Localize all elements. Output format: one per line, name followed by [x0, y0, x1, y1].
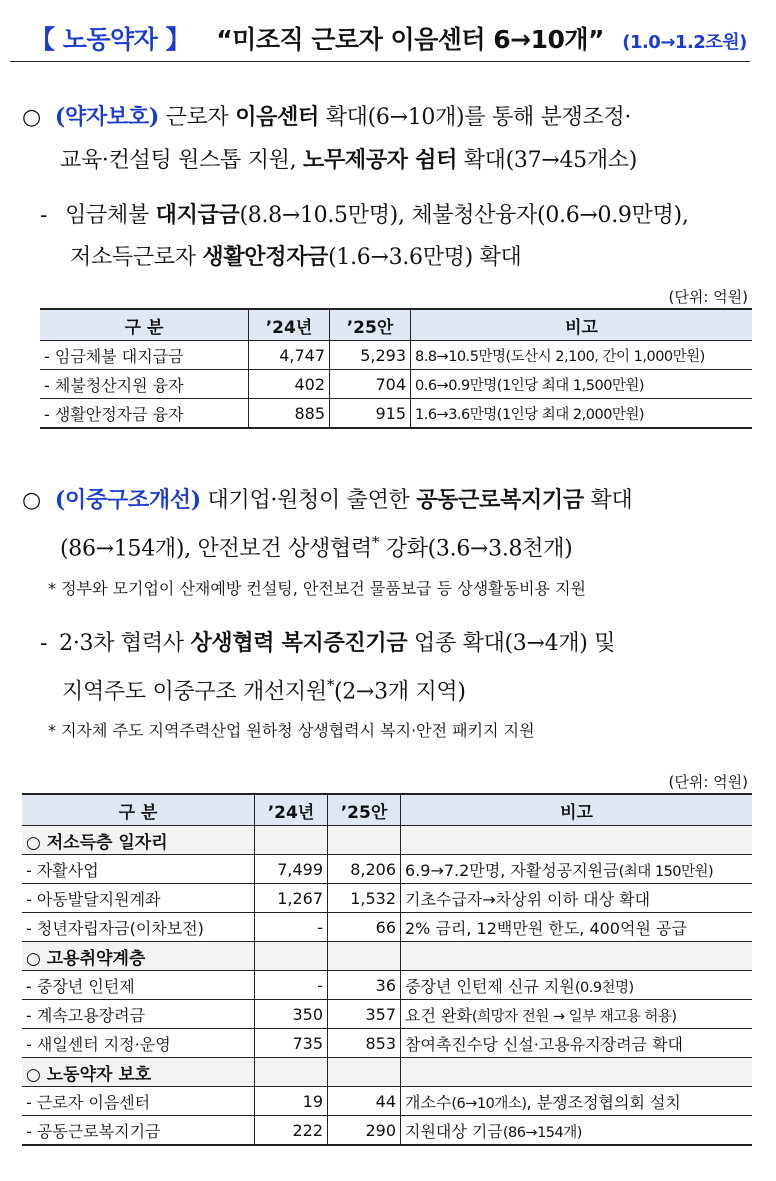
- sub-text: 2·3차 협력사: [59, 631, 191, 656]
- table1: [40, 308, 752, 429]
- col-2024: ’24년: [255, 794, 328, 826]
- sub-bold: 대지급금: [155, 202, 240, 228]
- sub-text3: 저소득근로자: [70, 245, 203, 270]
- sec2-sub2: [62, 665, 466, 712]
- sub-bold: 상생협력 복지증진기금: [190, 630, 408, 656]
- row-2024: -: [255, 913, 328, 942]
- row-name: - 계속고용장려금: [22, 1000, 255, 1029]
- col-category: 구 분: [22, 794, 255, 826]
- table-row: [40, 370, 752, 399]
- row-name: - 자활사업: [22, 855, 255, 884]
- table2-header-row: [22, 794, 752, 826]
- sec2-bold: 공동근로복지기금: [416, 487, 584, 513]
- row-name: - 청년자립자금(이차보전): [22, 913, 255, 942]
- dash: -: [40, 631, 48, 656]
- table-row: [22, 913, 752, 942]
- row-note: [401, 1116, 753, 1146]
- row-note: 8.8→10.5만명(도산시 2,100, 간이 1,000만원): [411, 341, 753, 370]
- row-2025: 853: [328, 1029, 401, 1058]
- row-name: - 새일센터 지정·운영: [22, 1029, 255, 1058]
- sec2-line1: [22, 480, 632, 521]
- row-2025: 44: [328, 1087, 401, 1116]
- row-2024: 735: [255, 1029, 328, 1058]
- table2: [22, 793, 752, 1146]
- table-row: [22, 1116, 752, 1146]
- table2-unit: (단위: 억원): [668, 773, 748, 791]
- note-small: (최대 150만원): [618, 863, 714, 880]
- row-note: [401, 1000, 753, 1029]
- row-2024: 350: [255, 1000, 328, 1029]
- row-2024: 19: [255, 1087, 328, 1116]
- sec2-note2: * 지자체 주도 지역주력산업 원하청 상생협력시 복지·안전 패키지 지원: [48, 721, 535, 740]
- col-category: 구 분: [40, 309, 249, 341]
- note-text: 중장년 인턴제 신규 지원: [405, 976, 575, 996]
- sec1-text4: 확대(37→45개소): [457, 148, 638, 173]
- sec1-bold: 이음센터: [235, 104, 319, 130]
- table-row: [22, 855, 752, 884]
- note-tail: , 분쟁조정협의회 설치: [526, 1092, 681, 1112]
- row-note: [401, 971, 753, 1000]
- row-name: - 근로자 이음센터: [22, 1087, 255, 1116]
- sub-bold2: 생활안정자금: [202, 244, 329, 270]
- col-2024: ’24년: [249, 309, 330, 341]
- sec1-text: 근로자: [158, 105, 236, 130]
- row-name: - 공동근로복지기금: [22, 1116, 255, 1146]
- note-small: (6→10개소): [451, 1095, 527, 1112]
- row-2025: 36: [328, 971, 401, 1000]
- row-2025: 5,293: [330, 341, 411, 370]
- sec1-text3: 교육·컨설팅 원스톱 지원,: [60, 148, 303, 173]
- footnote-mark: *: [371, 533, 380, 551]
- note-text: 지원대상 기금: [405, 1121, 503, 1141]
- bullet-circle: ○: [22, 488, 41, 513]
- sub-text3: 지역주도 이중구조 개선지원: [62, 679, 327, 705]
- row-2025: 66: [328, 913, 401, 942]
- col-note: 비고: [411, 309, 753, 341]
- header-divider: [10, 61, 750, 62]
- sec1-sub1: [40, 195, 689, 236]
- table-row: [22, 971, 752, 1000]
- note-small: (0.9천명): [574, 979, 634, 996]
- table-row: [40, 399, 752, 429]
- note-text: 요건 완화: [405, 1005, 472, 1025]
- section-row: [22, 1058, 752, 1087]
- row-note: 참여촉진수당 신설·고용유지장려금 확대: [401, 1029, 753, 1058]
- row-2025: 357: [328, 1000, 401, 1029]
- row-2025: 1,532: [328, 884, 401, 913]
- row-2024: 7,499: [255, 855, 328, 884]
- row-note: 기초수급자→차상위 이하 대상 확대: [401, 884, 753, 913]
- sub-text2: 업종 확대(3→4개) 및: [407, 631, 616, 656]
- header-title: “미조직 근로자 이음센터 6→10개”: [216, 25, 604, 54]
- dash: -: [40, 203, 48, 228]
- sub-text4: (2→3개 지역): [334, 679, 466, 705]
- row-note: 0.6→0.9만명(1인당 최대 1,500만원): [411, 370, 753, 399]
- section-title: ○ 고용취약계층: [22, 942, 255, 971]
- header-range: (1.0→1.2조원): [622, 32, 747, 53]
- col-2025: ’25안: [330, 309, 411, 341]
- table-row: [22, 1000, 752, 1029]
- sec1-line2: [60, 140, 637, 181]
- table1-header-row: [40, 309, 752, 341]
- section-title: ○ 저소득층 일자리: [22, 826, 255, 855]
- table-row: [40, 341, 752, 370]
- row-name: - 중장년 인턴제: [22, 971, 255, 1000]
- table-row: [22, 884, 752, 913]
- sec1-tag: (약자보호): [54, 104, 159, 130]
- col-note: 비고: [401, 794, 753, 826]
- sec2-tag: (이중구조개선): [54, 487, 201, 513]
- sub-text4: (1.6→3.6만명) 확대: [328, 245, 522, 270]
- footnote-mark: *: [326, 676, 335, 694]
- sec2-line2: [60, 522, 572, 569]
- row-2025: 915: [330, 399, 411, 429]
- row-note: 2% 금리, 12백만원 한도, 400억원 공급: [401, 913, 753, 942]
- table1-unit: (단위: 억원): [668, 288, 748, 306]
- sec2-text: 대기업·원청이 출연한: [200, 488, 417, 513]
- row-2024: 1,267: [255, 884, 328, 913]
- row-2024: 885: [249, 399, 330, 429]
- note-small: (86→154개): [502, 1124, 582, 1141]
- sub-text2: (8.8→10.5만명), 체불청산융자(0.6→0.9만명),: [239, 203, 689, 228]
- row-note: 1.6→3.6만명(1인당 최대 2,000만원): [411, 399, 753, 429]
- sub-text: 임금체불: [65, 203, 156, 228]
- sec2-text4: 강화(3.6→3.8천개): [379, 536, 573, 562]
- row-note: [401, 1087, 753, 1116]
- sec1-text2: 확대(6→10개)를 통해 분쟁조정·: [319, 105, 632, 130]
- sec2-sub1: [40, 623, 615, 664]
- row-2025: 290: [328, 1116, 401, 1146]
- row-2024: 4,747: [249, 341, 330, 370]
- row-2025: 8,206: [328, 855, 401, 884]
- sec1-sub2: [70, 237, 522, 278]
- table-row: [22, 1087, 752, 1116]
- sec1-line1: [22, 97, 631, 138]
- row-2024: 402: [249, 370, 330, 399]
- section-title: ○ 노동약자 보호: [22, 1058, 255, 1087]
- note-text: 6.9→7.2만명, 자활성공지원금: [405, 860, 619, 880]
- row-name: - 아동발달지원계좌: [22, 884, 255, 913]
- sec2-text2: 확대: [583, 488, 633, 513]
- section-row: [22, 942, 752, 971]
- row-name: - 생활안정자금 융자: [40, 399, 249, 429]
- row-2024: 222: [255, 1116, 328, 1146]
- row-2025: 704: [330, 370, 411, 399]
- row-note: [401, 855, 753, 884]
- col-2025: ’25안: [328, 794, 401, 826]
- table-row: [22, 1029, 752, 1058]
- row-2024: -: [255, 971, 328, 1000]
- note-text: 개소수: [405, 1092, 452, 1112]
- section-row: [22, 826, 752, 855]
- row-name: - 체불청산지원 융자: [40, 370, 249, 399]
- header-tag: 【 노동약자 】: [30, 25, 191, 54]
- sec1-bold2: 노무제공자 쉼터: [303, 147, 458, 173]
- page-header: [30, 20, 747, 56]
- sec2-note1: * 정부와 모기업이 산재예방 컨설팅, 안전보건 물품보급 등 상생활동비용 지원: [48, 579, 586, 598]
- row-name: - 임금체불 대지급금: [40, 341, 249, 370]
- sec2-text3: (86→154개), 안전보건 상생협력: [60, 536, 372, 562]
- bullet-circle: ○: [22, 105, 41, 130]
- note-small: (희망자 전원 → 일부 재고용 허용): [471, 1008, 677, 1025]
